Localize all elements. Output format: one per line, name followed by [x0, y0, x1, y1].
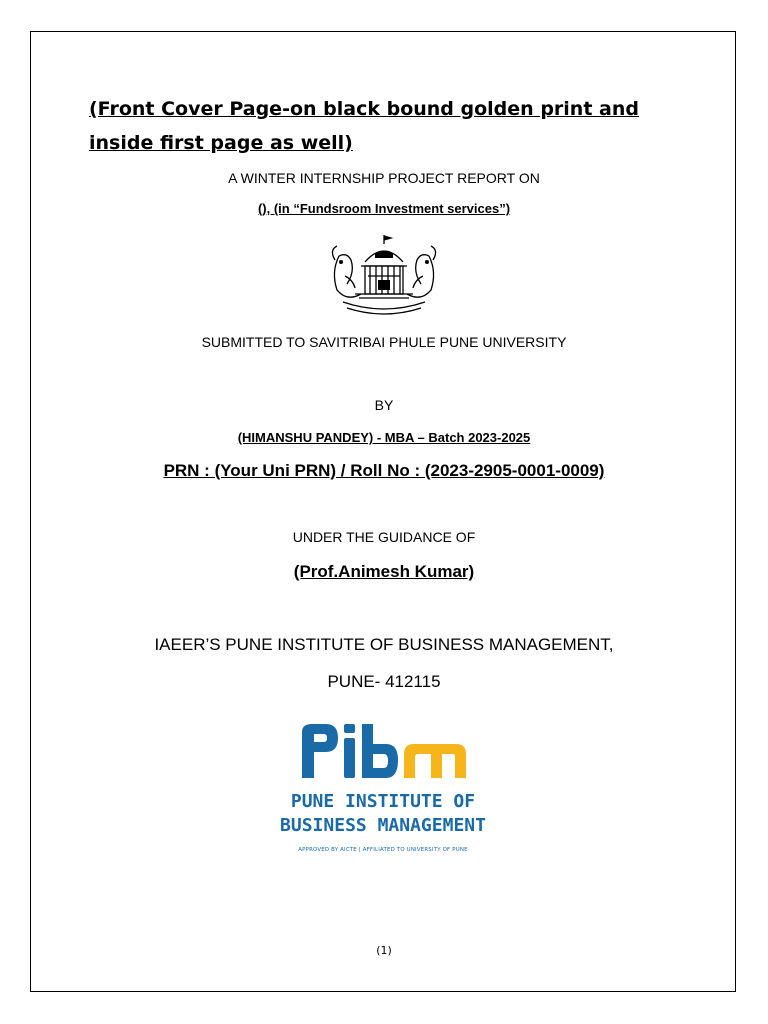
pibm-logo-line2: BUSINESS MANAGEMENT [280, 815, 486, 836]
page-number: (1) [376, 944, 392, 957]
report-type: A WINTER INTERNSHIP PROJECT REPORT ON [228, 170, 540, 186]
guide-name: (Prof.Animesh Kumar) [293, 562, 475, 581]
cover-heading: (Front Cover Page-on black bound golden print and inside first page as well) [89, 98, 639, 154]
prn-line: PRN : (Your Uni PRN) / Roll No : (2023-2905-0001-0009) [163, 461, 605, 480]
pibm-tagline: APPROVED BY AICTE | AFFILIATED TO UNIVERSITY OF PUNE [298, 847, 468, 853]
by-label: BY [374, 397, 394, 413]
student-line: (HIMANSHU PANDEY) - MBA – Batch 2023-2025 [237, 430, 531, 445]
pibm-logo-text [276, 790, 490, 838]
pibm-logo-icon [300, 722, 468, 782]
institute-city: PUNE- 412115 [327, 672, 441, 691]
guidance-label: UNDER THE GUIDANCE OF [292, 529, 476, 545]
submitted-to: SUBMITTED TO SAVITRIBAI PHULE PUNE UNIVERSITY [201, 334, 567, 350]
pibm-logo-line1: PUNE INSTITUTE OF [290, 791, 476, 812]
institute-name: IAEER’S PUNE INSTITUTE OF BUSINESS MANAGEMENT, [154, 635, 614, 654]
university-emblem-icon [325, 232, 443, 320]
project-title: (), (in “Fundsroom Investment services”) [257, 201, 511, 216]
